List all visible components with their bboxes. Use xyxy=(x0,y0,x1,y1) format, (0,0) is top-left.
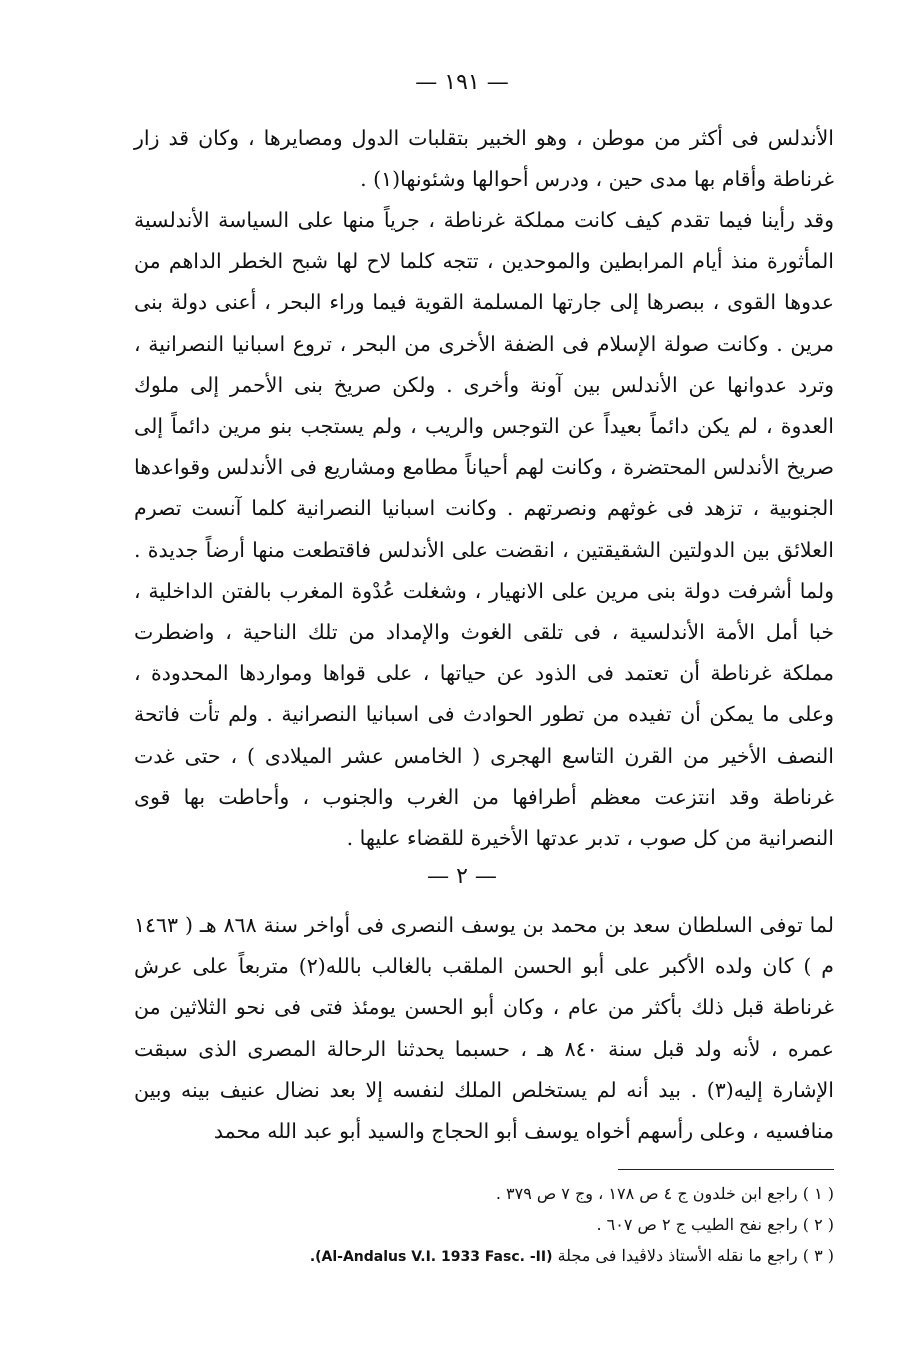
footnote-3-journal-ref: (Al-Andalus V.I. 1933 Fasc. -II). xyxy=(309,1249,553,1265)
section-number: — ٢ — xyxy=(427,864,497,889)
footnote-3-text: ( ٣ ) راجع ما نقله الأستاذ دلاڤيدا فى مجلة xyxy=(557,1246,834,1265)
footnote-2: ( ٢ ) راجع نفح الطيب ج ٢ ص ٦٠٧ . xyxy=(596,1215,834,1234)
footnotes xyxy=(134,1178,834,1273)
footnote-divider xyxy=(618,1169,834,1170)
section-paragraph: لما توفى السلطان سعد بن محمد بن يوسف النصرى فى أواخر سنة ٨٦٨ هـ ( ١٤٦٣ م ) كان ولده الأكبر على أبو الحسن الملقب بالغالب بالله(٢) متربعاً على عرش غرناطة قبل ذلك بأكثر من عام ، وكان أبو الحسن يومئذ فتى فى نحو الثلاثين من عمره ، لأنه ولد قبل سنة ٨٤٠ هـ ، حسبما يحدثنا الرحالة المصرى الذى سبقت الإشارة إليه(٣) . بيد أنه لم يستخلص الملك لنفسه إلا بعد نضال عنيف بينه وبين منافسيه ، وعلى رأسهم أخواه يوسف أبو الحجاج والسيد أبو عبد الله محمد xyxy=(134,913,835,1144)
paragraph-main: وقد رأينا فيما تقدم كيف كانت مملكة غرناطة ، جرياً منها على السياسة الأندلسية المأثورة منذ أيام المرابطين والموحدين ، تتجه كلما لاح لها شبح الخطر الداهم من عدوها القوى ، ببصرها إلى جارتها المسلمة القوية فيما وراء البحر ، أعنى دولة بنى مرين . وكانت صولة الإسلام فى الضفة الأخرى من البحر ، تروع اسبانيا النصرانية ، وترد عدوانها عن الأندلس بين آونة وأخرى . ولكن صريخ بنى الأحمر إلى ملوك العدوة ، لم يكن دائماً بعيداً عن التوجس والريب ، ولم يستجب بنو مرين دائماً إلى صريخ الأندلس المحتضرة ، وكانت لهم أحياناً مطامع ومشاريع فى الأندلس وقواعدها الجنوبية ، تزهد فى غوثهم ونصرتهم . وكانت اسبانيا النصرانية كلما آنست تصرم العلائق بين الدولتين الشقيقتين ، انقضت على الأندلس فاقتطعت منها أرضاً جديدة . ولما أشرفت دولة بنى مرين على الانهيار ، وشغلت عُدْوة المغرب بالفتن الداخلية ، خبا أمل الأمة الأندلسية ، فى تلقى الغوث والإمداد من تلك الناحية ، واضطرت مملكة غرناطة أن تعتمد فى الذود عن حياتها ، على قواها ومواردها المحدودة ، وعلى ما يمكن أن تفيده من تطور الحوادث فى اسبانيا النصرانية . ولم تأت فاتحة النصف الأخير من القرن التاسع الهجرى ( الخامس عشر الميلادى ) ، حتى غدت غرناطة وقد انتزعت معظم أطرافها من الغرب والجنوب ، وأحاطت بها قوى النصرانية من كل صوب ، تدبر عدتها الأخيرة للقضاء عليها . xyxy=(134,208,835,851)
page-number: — ١٩١ — xyxy=(415,70,509,95)
paragraph-continuation: الأندلس فى أكثر من موطن ، وهو الخبير بتقلبات الدول ومصايرها ، وكان قد زار غرناطة وأقام بها مدى حين ، ودرس أحوالها وشئونها(١) . xyxy=(134,126,834,192)
footnote-3 xyxy=(134,1240,834,1273)
footnote-1: ( ١ ) راجع ابن خلدون ج ٤ ص ١٧٨ ، وج ٧ ص ٣٧٩ . xyxy=(495,1184,834,1203)
